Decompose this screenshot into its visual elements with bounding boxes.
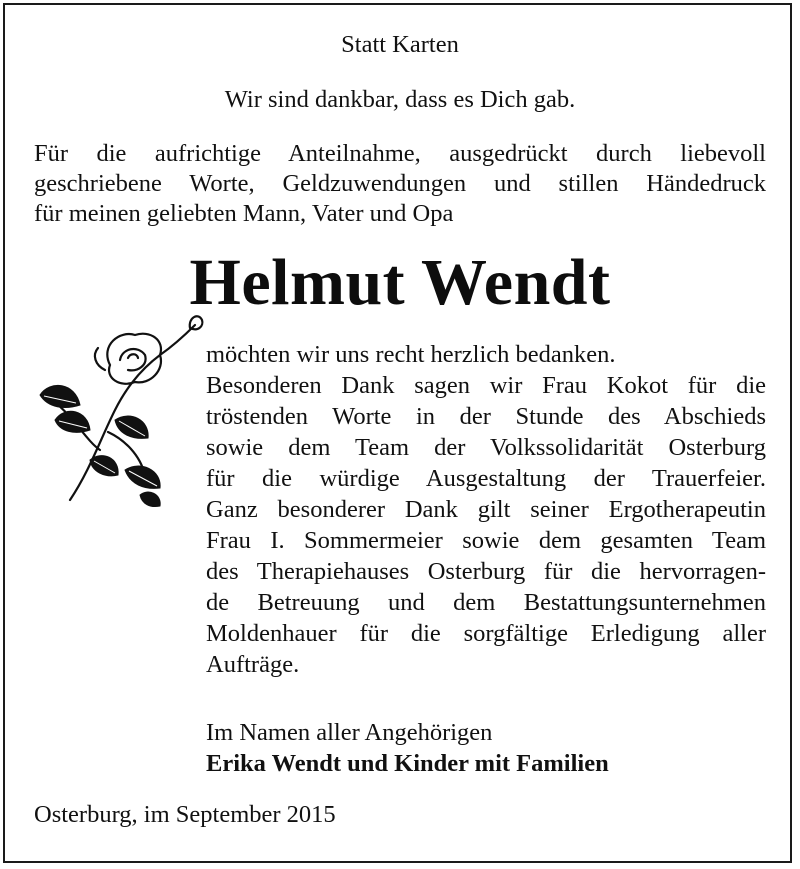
body-line-8: des Therapiehauses Osterburg für die hervorragen- (206, 558, 766, 585)
body-line-10: Moldenhauer für die sorgfältige Erledigung aller (206, 620, 766, 647)
signature-preface: Im Namen aller Angehörigen (206, 719, 493, 746)
body-line-3: tröstenden Worte in der Stunde des Abschieds (206, 403, 766, 430)
motto: Wir sind dankbar, dass es Dich gab. (224, 86, 576, 113)
body-line-5: für die würdige Ausgestaltung der Trauerfeier. (206, 465, 766, 492)
intro-line-3: für meinen geliebten Mann, Vater und Opa (34, 200, 454, 227)
place-date: Osterburg, im September 2015 (34, 801, 336, 828)
intro-line-2: geschriebene Worte, Geldzuwendungen und stillen Händedruck (34, 170, 766, 197)
body-line-2: Besonderen Dank sagen wir Frau Kokot für die (206, 372, 766, 399)
body-line-4: sowie dem Team der Volkssolidarität Osterburg (206, 434, 766, 461)
body-line-7: Frau I. Sommermeier sowie dem gesamten Team (206, 527, 766, 554)
body-line-1: möchten wir uns recht herzlich bedanken. (206, 341, 616, 368)
intro-line-1: Für die aufrichtige Anteilnahme, ausgedrückt durch liebevoll (34, 140, 766, 167)
rose-icon (30, 310, 210, 510)
body-line-6: Ganz besonderer Dank gilt seiner Ergotherapeutin (206, 496, 766, 523)
body-line-9: de Betreuung und dem Bestattungsunternehmen (206, 589, 766, 616)
deceased-name: Helmut Wendt (189, 246, 611, 319)
header-statt-karten: Statt Karten (341, 31, 459, 58)
signature-names: Erika Wendt und Kinder mit Familien (206, 750, 609, 777)
body-line-11: Aufträge. (206, 651, 300, 678)
